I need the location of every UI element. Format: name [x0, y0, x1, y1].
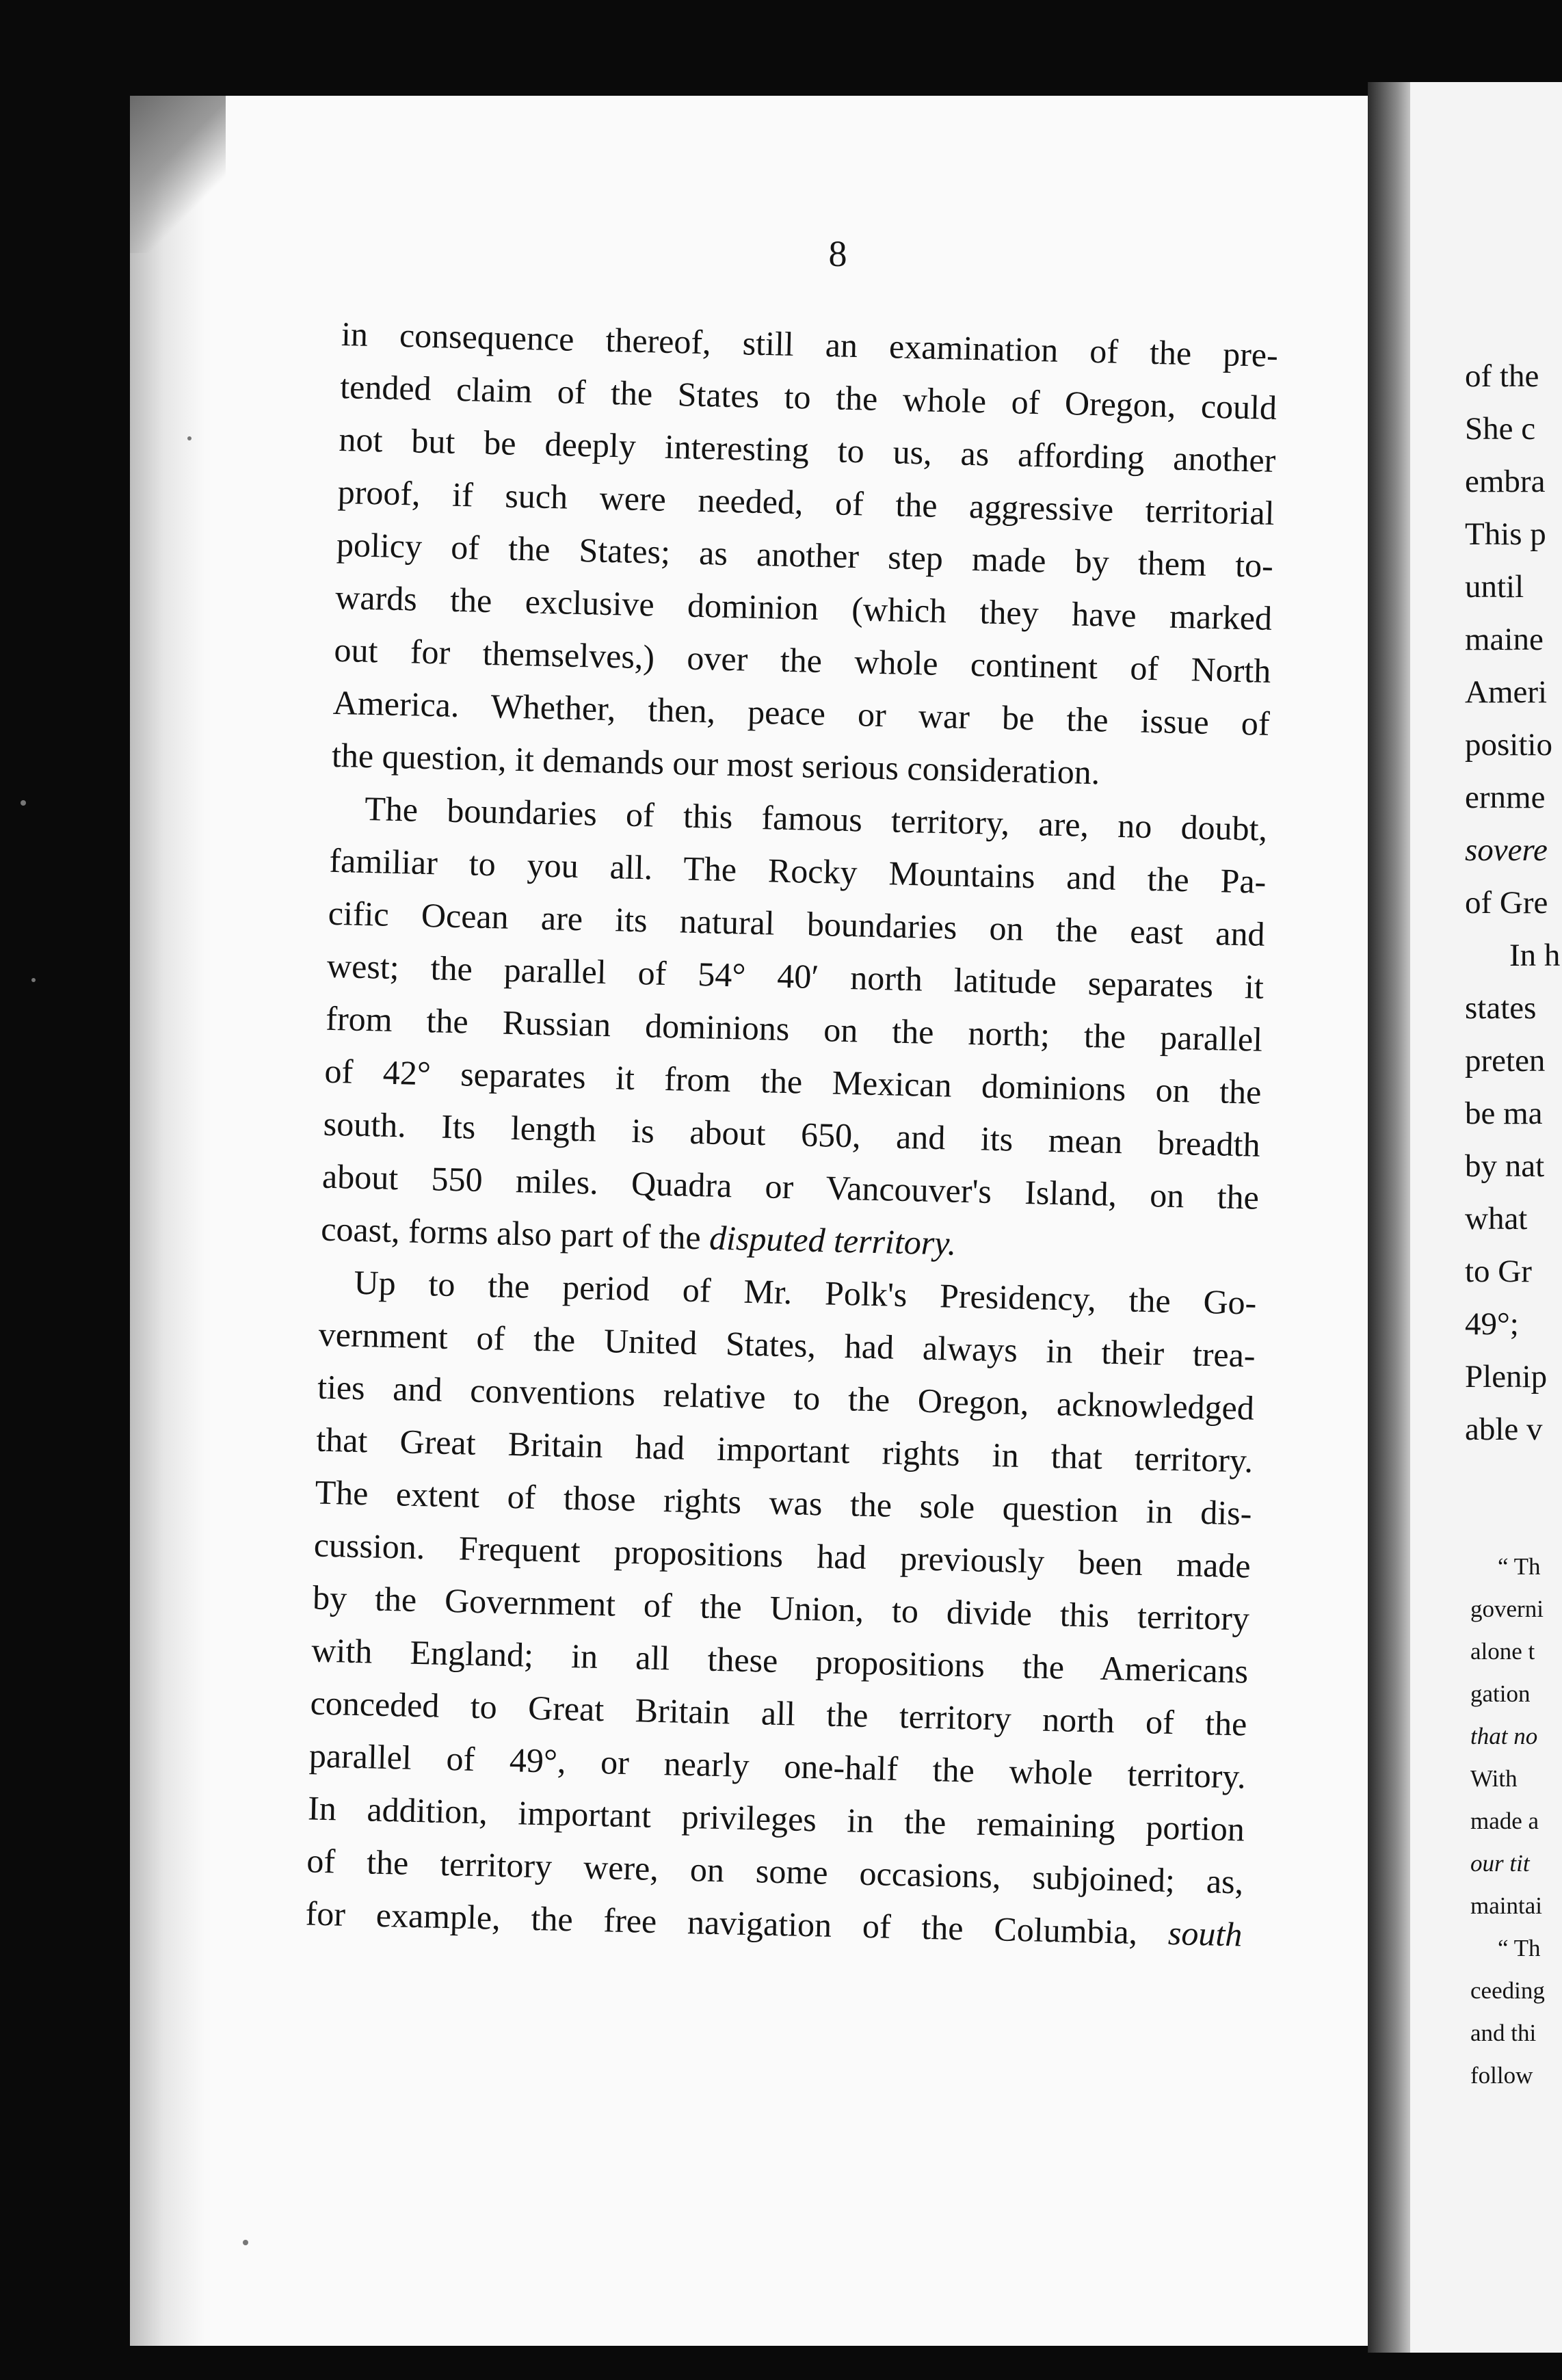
text-line: from the Russian dominions on the north; the parallel — [325, 999, 1263, 1059]
text-line: cific Ocean are its natural boundaries on the east and — [328, 893, 1266, 953]
italic-phrase: disputed territory. — [709, 1218, 957, 1262]
facing-note-line: and thi — [1470, 2020, 1537, 2046]
text-line: wards the exclusive dominion (which they have marked — [334, 577, 1273, 637]
book-gutter — [1368, 82, 1416, 2353]
text-line: The extent of those rights was the sole question in dis- — [315, 1472, 1252, 1533]
text-line: familiar to you all. The Rocky Mountains and the Pa- — [329, 841, 1267, 901]
text-line: cussion. Frequent propositions had previously been made — [313, 1525, 1252, 1585]
scan-speck — [187, 436, 191, 440]
text-line: America. Whether, then, peace or war be the issue of — [332, 683, 1271, 743]
text-line: south. Its length is about 650, and its mean breadth — [323, 1104, 1261, 1164]
facing-note-line: that no — [1470, 1723, 1538, 1749]
facing-line: by nat — [1465, 1148, 1545, 1184]
scan-speck — [21, 800, 26, 806]
text-line: conceded to Great Britain all the territory north of the — [310, 1683, 1248, 1743]
facing-line: states — [1465, 990, 1537, 1026]
facing-line: preten — [1465, 1043, 1546, 1079]
text-line: west; the parallel of 54° 40′ north latitude separates it — [326, 946, 1265, 1006]
text-line: that Great Britain had important rights in that territory. — [315, 1420, 1254, 1480]
facing-line: able v — [1465, 1412, 1543, 1447]
facing-note-line: our tit — [1470, 1850, 1530, 1877]
text-line: ties and conventions relative to the Oregon, acknowledged — [317, 1367, 1255, 1427]
text-line: of 42° separates it from the Mexican dominions on the — [324, 1051, 1262, 1111]
facing-line: ernme — [1465, 780, 1546, 815]
facing-page-text — [1465, 350, 1560, 1456]
page-number: 8 — [828, 233, 847, 274]
facing-line: positio — [1465, 727, 1552, 763]
facing-line: sovere — [1465, 832, 1548, 868]
facing-note-line: alone t — [1470, 1638, 1535, 1665]
page-edge-shadow — [130, 96, 205, 2346]
facing-note-line: “ Th — [1498, 1553, 1541, 1580]
facing-note-line: follow — [1470, 2062, 1533, 2089]
right-page — [1410, 82, 1562, 2353]
text-line: policy of the States; as another step made by them to- — [336, 525, 1274, 585]
text-line: out for themselves,) over the whole continent of North — [334, 630, 1271, 690]
facing-line: Plenip — [1465, 1359, 1548, 1394]
scan-speck — [31, 978, 36, 982]
facing-line: maine — [1465, 622, 1544, 657]
facing-note-line: gation — [1470, 1680, 1531, 1707]
text-line: by the Government of the Union, to divide this territory — [312, 1578, 1250, 1638]
text-line: tended claim of the States to the whole of Oregon, could — [339, 367, 1278, 427]
facing-note-line: ceeding — [1470, 1977, 1545, 2004]
text-line: parallel of 49°, or nearly one-half the whole territory. — [308, 1736, 1247, 1796]
text-line: vernment of the United States, had always in their trea- — [318, 1314, 1256, 1375]
facing-line: of Gre — [1465, 885, 1548, 921]
facing-note-line: maintai — [1470, 1892, 1542, 1919]
facing-line: be ma — [1465, 1096, 1543, 1131]
facing-line: embra — [1465, 464, 1546, 499]
text-line: In addition, important privileges in the remaining portion — [307, 1788, 1245, 1849]
facing-note-line: With — [1470, 1765, 1518, 1792]
text-line: in consequence thereof, still an examination of the pre- — [341, 314, 1279, 375]
facing-line: 49°; — [1465, 1306, 1519, 1342]
facing-line: In h — [1509, 938, 1561, 973]
facing-line: to Gr — [1465, 1254, 1532, 1289]
text-line: The boundaries of this famous territory, are, no doubt, — [364, 789, 1268, 848]
facing-line: what — [1465, 1201, 1528, 1237]
text-line: Up to the period of Mr. Polk's Presidency, the Go- — [354, 1262, 1257, 1322]
text-line: of the territory were, on some occasions, subjoined; as, — [306, 1841, 1244, 1901]
text-line: about 550 miles. Quadra or Vancouver's Island, on the — [321, 1156, 1260, 1217]
facing-page-notes — [1470, 1546, 1545, 2097]
facing-line: of the — [1465, 358, 1539, 394]
text-line: with England; in all these propositions the Americans — [310, 1630, 1249, 1691]
facing-note-line: made a — [1470, 1808, 1539, 1834]
facing-line: until — [1465, 569, 1524, 605]
corner-fold — [130, 96, 226, 253]
text-line: the question, it demands our most serious consideration. — [331, 735, 1100, 792]
facing-line: Ameri — [1465, 674, 1548, 710]
text-line: not but be deeply interesting to us, as affording another — [339, 419, 1276, 480]
facing-line: She c — [1465, 411, 1536, 447]
text-fragment: coast, forms also part of the — [320, 1209, 702, 1257]
facing-line: This p — [1465, 516, 1546, 552]
body-text — [305, 308, 1279, 1961]
text-fragment: for example, the free navigation of the Columbia, — [305, 1894, 1138, 1951]
text-line: proof, if such were needed, of the aggressive territorial — [337, 472, 1275, 533]
italic-word: south — [1167, 1914, 1243, 1954]
scan-speck — [243, 2240, 248, 2245]
facing-note-line: “ Th — [1498, 1935, 1541, 1961]
facing-note-line: governi — [1470, 1596, 1544, 1622]
